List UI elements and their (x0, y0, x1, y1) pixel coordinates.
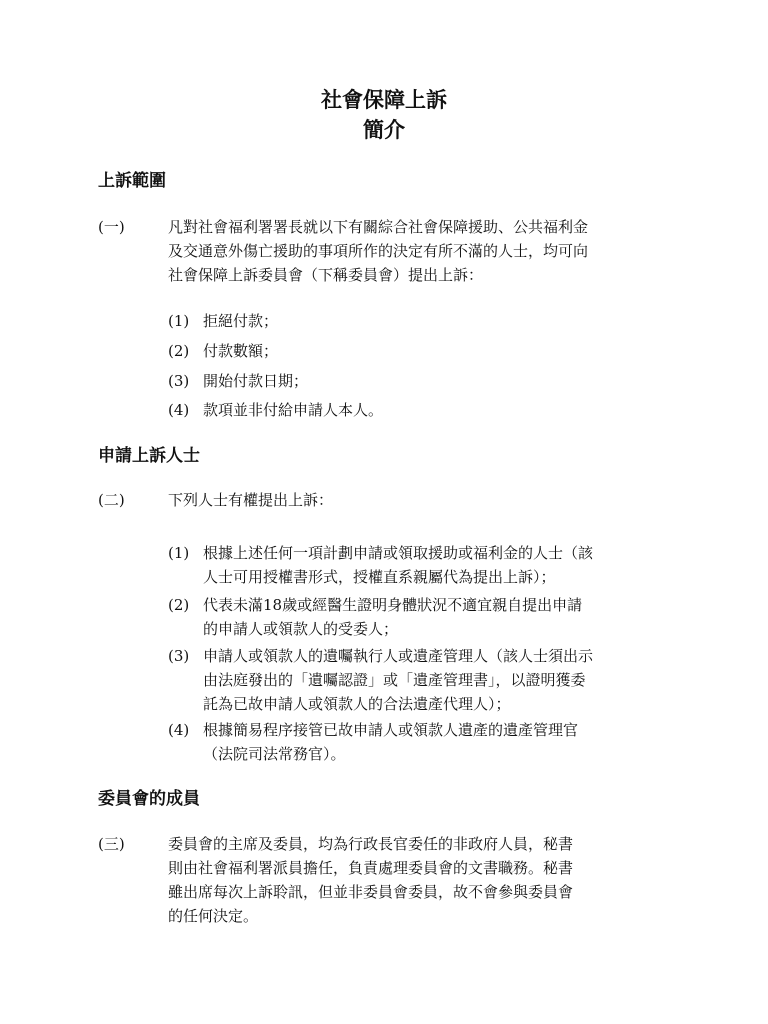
list-item-number: (2) (168, 596, 190, 614)
paragraph-text: 下列人士有權提出上訴： (168, 491, 334, 509)
paragraph-number: (一) (98, 218, 125, 236)
list-item (168, 369, 673, 393)
list-item (168, 339, 673, 363)
list-item-number: (3) (168, 372, 190, 390)
section-heading-appellants: 申請上訴人士 (98, 446, 200, 466)
list-item-number: (4) (168, 721, 190, 739)
section-heading-scope: 上訴範圍 (98, 171, 166, 191)
list-item-number: (3) (168, 647, 190, 665)
list-item-text: 開始付款日期； (203, 372, 309, 390)
list-item (168, 718, 673, 766)
list-item (168, 644, 673, 716)
list-item (168, 593, 673, 641)
list-item (168, 309, 673, 333)
paragraph-text: 委員會的主席及委員，均為行政長官委任的非政府人員，秘書 則由社會福利署派員擔任，負責處理委員會的文書職務。秘書 雖出席每次上訴聆訊，但並非委員會委員，故不會參與委員會 的任何決定。 (168, 835, 574, 925)
list-item-text: 付款數額； (203, 342, 279, 360)
document-title: 社會保障上訴 (321, 88, 447, 112)
list-item-text: 款項並非付給申請人本人。 (203, 401, 384, 419)
document-subtitle: 簡介 (363, 118, 405, 142)
list-item-text: 代表未滿18歲或經醫生證明身體狀況不適宜親自提出申請 的申請人或領款人的受委人； (203, 596, 583, 638)
list-item-number: (1) (168, 312, 190, 330)
list-item-text: 根據上述任何一項計劃申請或領取援助或福利金的人士（該 人士可用授權書形式，授權直系親屬代為提出上訴）； (203, 544, 594, 586)
list-item (168, 398, 673, 422)
section-heading-members: 委員會的成員 (98, 789, 200, 809)
paragraph-number: (二) (98, 491, 125, 509)
paragraph-text: 凡對社會福利署署長就以下有關綜合社會保障援助、公共福利金 及交通意外傷亡援助的事項所作的決定有所不滿的人士，均可向 社會保障上訴委員會（下稱委員會）提出上訴： (168, 218, 589, 284)
list-item-text: 根據簡易程序接管已故申請人或領款人遺產的遺產管理官 （法院司法常務官）。 (203, 721, 579, 763)
list-item-number: (4) (168, 401, 190, 419)
list-item-number: (1) (168, 544, 190, 562)
list-item-number: (2) (168, 342, 190, 360)
list-item-text: 拒絕付款； (203, 312, 279, 330)
list-item (168, 541, 673, 589)
paragraph-number: (三) (98, 835, 125, 853)
list-item-text: 申請人或領款人的遺囑執行人或遺產管理人（該人士須出示 由法庭發出的「遺囑認證」或「遺產管理書」，以證明獲委 託為已故申請人或領款人的合法遺產代理人）； (203, 647, 594, 713)
